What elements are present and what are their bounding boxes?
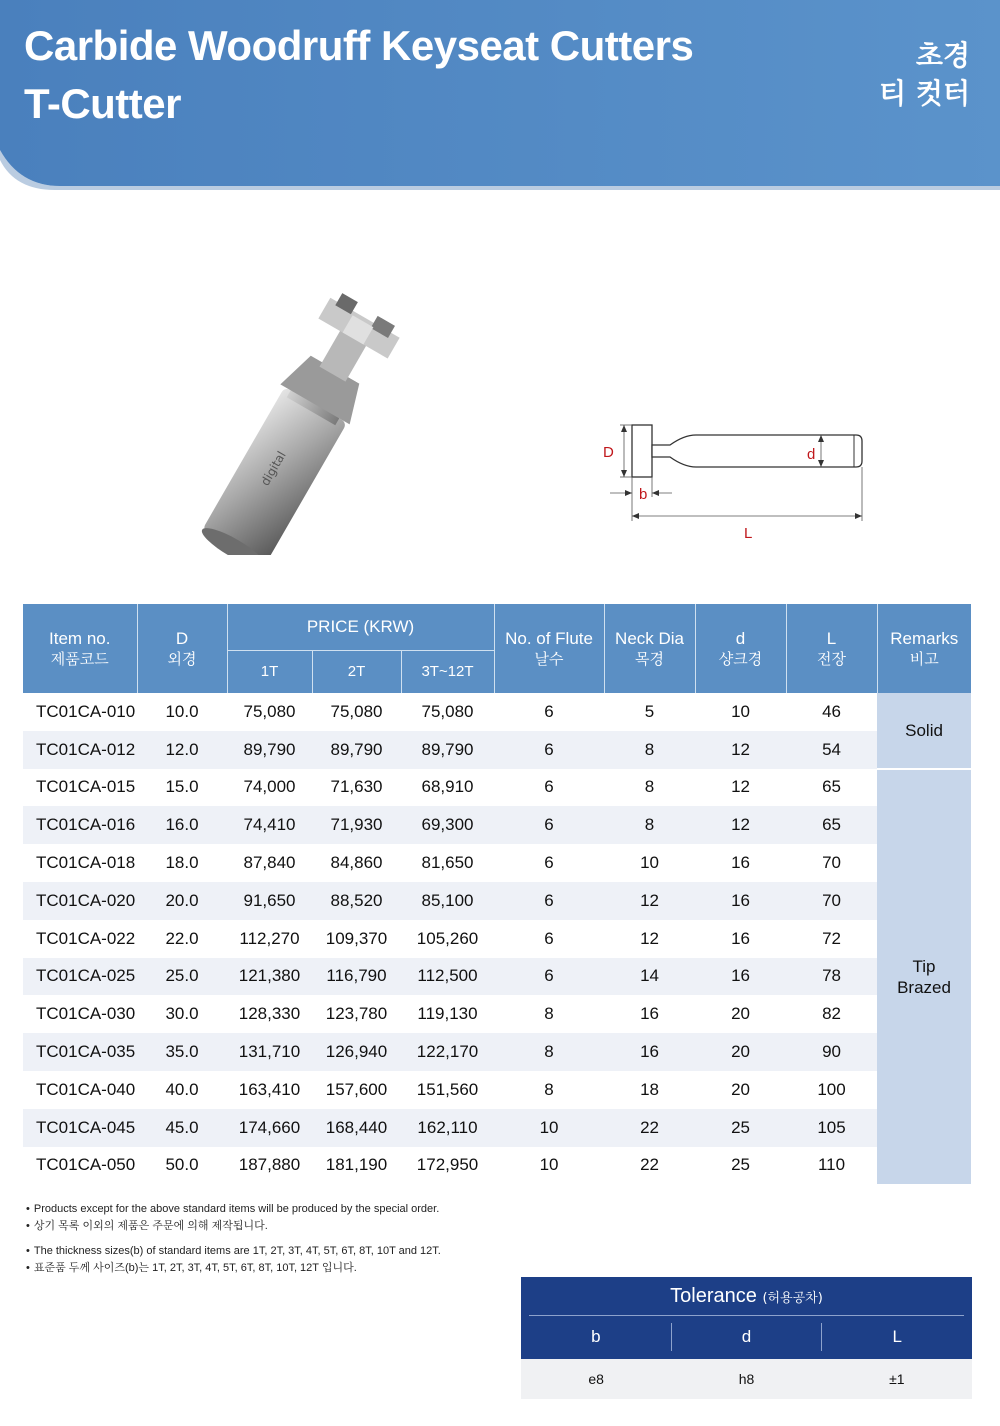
cell-L: 70: [786, 844, 877, 882]
table-row: [23, 995, 971, 1033]
label-D: D: [603, 444, 614, 461]
cell-item: TC01CA-045: [23, 1109, 137, 1147]
cell-price-2t: 181,190: [312, 1147, 401, 1185]
note-4: • 표준품 두께 사이즈(b)는 1T, 2T, 3T, 4T, 5T, 6T, 8T, 10T, 12T 입니다.: [26, 1262, 357, 1274]
cell-neck: 18: [604, 1071, 695, 1109]
cell-price-3t: 122,170: [401, 1033, 494, 1071]
header-banner: [0, 0, 1000, 190]
tolerance-col-d: d: [671, 1323, 822, 1351]
cell-D: 16.0: [137, 806, 227, 844]
cell-d: 20: [695, 995, 786, 1033]
cell-price-1t: 112,270: [227, 920, 312, 958]
cell-neck: 12: [604, 882, 695, 920]
cell-price-1t: 75,080: [227, 693, 312, 731]
svg-text:digital: digital: [257, 448, 289, 489]
product-photo: [170, 285, 470, 555]
cell-price-1t: 74,410: [227, 806, 312, 844]
price-table: [23, 604, 971, 1184]
cell-L: 105: [786, 1109, 877, 1147]
table-row: [23, 958, 971, 996]
cell-price-1t: 91,650: [227, 882, 312, 920]
tolerance-val-L: ±1: [889, 1371, 905, 1387]
cell-price-3t: 85,100: [401, 882, 494, 920]
page-title: Carbide Woodruff Keyseat Cutters: [24, 22, 694, 69]
cell-D: 30.0: [137, 995, 227, 1033]
cell-price-1t: 87,840: [227, 844, 312, 882]
table-row: [23, 693, 971, 731]
cell-D: 35.0: [137, 1033, 227, 1071]
cell-d: 16: [695, 958, 786, 996]
cell-price-3t: 81,650: [401, 844, 494, 882]
cell-item: TC01CA-012: [23, 731, 137, 769]
cell-price-1t: 131,710: [227, 1033, 312, 1071]
cell-price-1t: 89,790: [227, 731, 312, 769]
cell-price-3t: 68,910: [401, 769, 494, 807]
cell-L: 65: [786, 806, 877, 844]
cell-d: 25: [695, 1147, 786, 1185]
header-price-2t: 2T: [312, 650, 401, 693]
cell-neck: 16: [604, 995, 695, 1033]
cell-flute: 6: [494, 806, 604, 844]
korean-title-line1: 초경: [915, 39, 970, 72]
cell-price-3t: 119,130: [401, 995, 494, 1033]
cell-price-3t: 162,110: [401, 1109, 494, 1147]
cell-neck: 22: [604, 1147, 695, 1185]
cell-L: 78: [786, 958, 877, 996]
tolerance-val-b: e8: [588, 1371, 604, 1387]
table-row: [23, 1033, 971, 1071]
tolerance-title: Tolerance (허용공차): [670, 1285, 823, 1307]
cell-flute: 6: [494, 769, 604, 807]
cell-price-3t: 105,260: [401, 920, 494, 958]
cell-price-2t: 88,520: [312, 882, 401, 920]
cell-item: TC01CA-035: [23, 1033, 137, 1071]
cell-d: 10: [695, 693, 786, 731]
header-D: D 외경: [137, 604, 227, 693]
cell-item: TC01CA-030: [23, 995, 137, 1033]
note-1: • Products except for the above standard items will be produced by the special order.: [26, 1203, 440, 1215]
page-subtitle: T-Cutter: [24, 80, 181, 127]
table-row: [23, 806, 971, 844]
cell-d: 12: [695, 769, 786, 807]
cell-L: 100: [786, 1071, 877, 1109]
cell-D: 18.0: [137, 844, 227, 882]
cell-flute: 10: [494, 1147, 604, 1185]
table-row: [23, 1147, 971, 1185]
cell-L: 46: [786, 693, 877, 731]
cell-price-3t: 69,300: [401, 806, 494, 844]
cell-flute: 8: [494, 995, 604, 1033]
header-item: Item no. 제품코드: [23, 604, 137, 693]
header-price: PRICE (KRW): [227, 604, 494, 650]
cell-price-2t: 157,600: [312, 1071, 401, 1109]
cell-price-1t: 187,880: [227, 1147, 312, 1185]
cell-price-2t: 84,860: [312, 844, 401, 882]
cell-price-3t: 75,080: [401, 693, 494, 731]
label-d: d: [807, 446, 816, 463]
cell-item: TC01CA-010: [23, 693, 137, 731]
remark-brazed: Brazed: [897, 977, 951, 997]
cell-price-2t: 89,790: [312, 731, 401, 769]
remark-tip: Tip: [912, 956, 936, 976]
cell-neck: 8: [604, 769, 695, 807]
header-L: L 전장: [786, 604, 877, 693]
label-L: L: [744, 525, 753, 542]
cell-L: 82: [786, 995, 877, 1033]
cell-neck: 14: [604, 958, 695, 996]
cell-d: 16: [695, 920, 786, 958]
cell-L: 70: [786, 882, 877, 920]
cell-D: 40.0: [137, 1071, 227, 1109]
cell-neck: 12: [604, 920, 695, 958]
header-d: d 샹크경: [695, 604, 786, 693]
cell-D: 50.0: [137, 1147, 227, 1185]
table-row: [23, 731, 971, 769]
tolerance-col-L: L: [821, 1323, 972, 1351]
remark-tip-brazed: [877, 769, 971, 1185]
cell-d: 25: [695, 1109, 786, 1147]
tolerance-table: [521, 1277, 972, 1399]
cell-neck: 16: [604, 1033, 695, 1071]
cell-price-2t: 75,080: [312, 693, 401, 731]
cell-price-1t: 121,380: [227, 958, 312, 996]
cell-d: 20: [695, 1071, 786, 1109]
cell-price-2t: 116,790: [312, 958, 401, 996]
cell-price-1t: 128,330: [227, 995, 312, 1033]
cell-flute: 6: [494, 844, 604, 882]
cell-L: 90: [786, 1033, 877, 1071]
cell-price-2t: 123,780: [312, 995, 401, 1033]
cell-price-3t: 172,950: [401, 1147, 494, 1185]
header-flute: No. of Flute 날수: [494, 604, 604, 693]
cell-neck: 22: [604, 1109, 695, 1147]
cell-price-2t: 109,370: [312, 920, 401, 958]
cell-d: 12: [695, 731, 786, 769]
table-row: [23, 1109, 971, 1147]
header-price-3t: 3T~12T: [401, 650, 494, 693]
cell-D: 22.0: [137, 920, 227, 958]
dimension-diagram: [596, 415, 876, 545]
cell-item: TC01CA-020: [23, 882, 137, 920]
cell-flute: 6: [494, 958, 604, 996]
cell-d: 20: [695, 1033, 786, 1071]
cell-L: 54: [786, 731, 877, 769]
cell-price-2t: 126,940: [312, 1033, 401, 1071]
cell-item: TC01CA-040: [23, 1071, 137, 1109]
korean-title-line2: 티 컷터: [879, 77, 970, 110]
cell-D: 12.0: [137, 731, 227, 769]
cell-neck: 5: [604, 693, 695, 731]
cell-price-1t: 74,000: [227, 769, 312, 807]
table-row: [23, 769, 971, 807]
cell-d: 16: [695, 882, 786, 920]
table-row: [23, 844, 971, 882]
footnotes: [26, 1201, 441, 1277]
cell-price-2t: 71,930: [312, 806, 401, 844]
header-remarks: Remarks 비고: [877, 604, 971, 693]
cell-L: 65: [786, 769, 877, 807]
header-price-1t: 1T: [227, 650, 312, 693]
table-row: [23, 920, 971, 958]
cell-L: 110: [786, 1147, 877, 1185]
cell-price-1t: 163,410: [227, 1071, 312, 1109]
note-3: • The thickness sizes(b) of standard items are 1T, 2T, 3T, 4T, 5T, 6T, 8T, 10T and 12T.: [26, 1245, 441, 1257]
tolerance-val-d: h8: [738, 1371, 755, 1387]
cell-item: TC01CA-016: [23, 806, 137, 844]
table-row: [23, 1071, 971, 1109]
cell-item: TC01CA-022: [23, 920, 137, 958]
cell-D: 45.0: [137, 1109, 227, 1147]
table-row: [23, 882, 971, 920]
cell-flute: 8: [494, 1071, 604, 1109]
cell-item: TC01CA-050: [23, 1147, 137, 1185]
cell-item: TC01CA-018: [23, 844, 137, 882]
cell-neck: 8: [604, 731, 695, 769]
label-b: b: [639, 486, 648, 503]
cell-price-2t: 71,630: [312, 769, 401, 807]
header-neck: Neck Dia 목경: [604, 604, 695, 693]
cell-d: 12: [695, 806, 786, 844]
cell-flute: 6: [494, 693, 604, 731]
cell-neck: 10: [604, 844, 695, 882]
remark-solid: Solid: [877, 693, 971, 769]
cell-flute: 10: [494, 1109, 604, 1147]
cell-L: 72: [786, 920, 877, 958]
cell-price-1t: 174,660: [227, 1109, 312, 1147]
cell-flute: 6: [494, 920, 604, 958]
cell-item: TC01CA-025: [23, 958, 137, 996]
cell-D: 10.0: [137, 693, 227, 731]
note-2: • 상기 목록 이외의 제품은 주문에 의해 제작됩니다.: [26, 1220, 268, 1232]
cell-neck: 8: [604, 806, 695, 844]
cell-price-2t: 168,440: [312, 1109, 401, 1147]
cell-flute: 6: [494, 882, 604, 920]
cell-D: 15.0: [137, 769, 227, 807]
cell-item: TC01CA-015: [23, 769, 137, 807]
cell-D: 25.0: [137, 958, 227, 996]
cell-price-3t: 89,790: [401, 731, 494, 769]
cell-price-3t: 151,560: [401, 1071, 494, 1109]
cell-flute: 8: [494, 1033, 604, 1071]
cell-price-3t: 112,500: [401, 958, 494, 996]
cell-d: 16: [695, 844, 786, 882]
cell-D: 20.0: [137, 882, 227, 920]
cell-flute: 6: [494, 731, 604, 769]
tolerance-col-b: b: [591, 1327, 601, 1346]
